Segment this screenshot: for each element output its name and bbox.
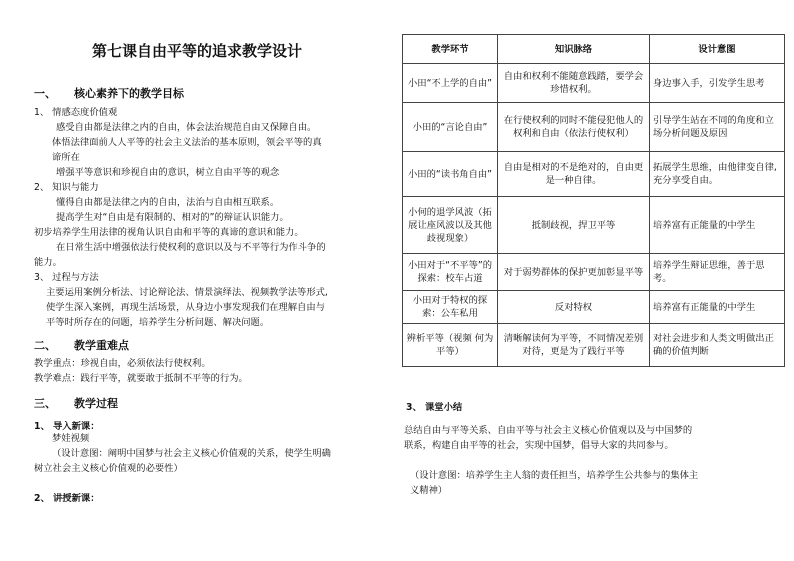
table-row xyxy=(403,291,785,324)
goal-text: 使学生深入案例，再现生活场景，从身边小事发现我们在理解自由与 xyxy=(46,302,325,313)
table-cell: 反对特权 xyxy=(498,291,650,324)
table-cell: 自由是相对的不是绝对的，自由更是一种自律。 xyxy=(498,152,650,197)
lesson-table xyxy=(402,34,785,367)
table-cell: 培养富有正能量的中学生 xyxy=(650,291,785,324)
goal-subheading-3: 3、 过程与方法 xyxy=(34,272,99,283)
goal-text: 懂得自由都是法律之内的自由，法治与自由相互联系。 xyxy=(56,197,280,208)
table-row xyxy=(403,324,785,367)
page-title: 第七课自由平等的追求教学设计 xyxy=(92,42,303,60)
table-cell: 引导学生站在不同的角度和立场分析问题及原因 xyxy=(650,103,785,152)
table-cell: 小田的“言论自由” xyxy=(403,103,498,152)
table-header: 设计意图 xyxy=(650,35,785,64)
table-cell: 小田的“读书角自由” xyxy=(403,152,498,197)
table-row xyxy=(403,197,785,254)
table-cell: 身边事入手，引发学生思考 xyxy=(650,64,785,103)
step-1-heading: 1、 导入新课： xyxy=(34,421,100,432)
goal-text: 谛所在 xyxy=(52,152,80,163)
table-row xyxy=(403,103,785,152)
table-cell: 小田对于特权的探索：公车私用 xyxy=(403,291,498,324)
table-cell: 小田“不上学的自由” xyxy=(403,64,498,103)
table-cell: 小何的退学风波（拓展让座风波以及其他歧视现象） xyxy=(403,197,498,254)
goal-text: 平等时所存在的问题，培养学生分析问题、解决问题。 xyxy=(46,317,270,328)
table-cell: 辨析平等（视频 何为平等） xyxy=(403,324,498,367)
section-2-heading: 教学重难点 xyxy=(74,339,129,352)
goal-text: 提高学生对“自由是有限制的、相对的”的辩证认识能力。 xyxy=(56,212,289,223)
section-3-num: 三、 xyxy=(34,397,56,410)
table-cell: 清晰解读何为平等，不同情况差别对待，更是为了践行平等 xyxy=(498,324,650,367)
table-cell: 培养学生辩证思维，善于思考。 xyxy=(650,254,785,291)
table-header-row xyxy=(403,35,785,64)
goal-text: 在日常生活中增强依法行使权利的意识以及与不平等行为作斗争的 xyxy=(56,242,326,253)
goal-text: 主要运用案例分析法、讨论辩论法、情景演绎法、视频教学法等形式, xyxy=(46,287,328,298)
table-cell: 对于弱势群体的保护更加彰显平等 xyxy=(498,254,650,291)
summary-text: 义精神） xyxy=(410,485,448,496)
table-header: 知识脉络 xyxy=(498,35,650,64)
goal-text: 初步培养学生用法律的视角认识自由和平等的真谛的意识和能力。 xyxy=(34,227,304,238)
table-cell: 抵制歧视，捍卫平等 xyxy=(498,197,650,254)
table-header: 教学环节 xyxy=(403,35,498,64)
section-1-num: 一、 xyxy=(34,87,56,100)
goal-subheading-2: 2、 知识与能力 xyxy=(34,182,99,193)
goal-text: 能力。 xyxy=(34,257,62,268)
table-cell: 小田对于“不平等”的探索：校车占道 xyxy=(403,254,498,291)
key-point: 教学重点：珍视自由，必须依法行使权利。 xyxy=(34,358,211,369)
section-1-heading: 核心素养下的教学目标 xyxy=(74,87,184,100)
table-cell: 自由和权利不能随意践踏，要学会珍惜权利。 xyxy=(498,64,650,103)
difficult-point: 教学难点：践行平等，就要敢于抵制不平等的行为。 xyxy=(34,373,248,384)
goal-text: 增强平等意识和珍视自由的意识，树立自由平等的观念 xyxy=(56,167,280,178)
summary-text: （设计意图：培养学生主人翁的责任担当，培养学生公共参与的集体主 xyxy=(410,470,699,481)
table-row xyxy=(403,152,785,197)
summary-text: 总结自由与平等关系、自由平等与社会主义核心价值观以及与中国梦的 xyxy=(404,425,693,436)
section-3-heading: 教学过程 xyxy=(74,397,118,410)
section-2-num: 二、 xyxy=(34,339,56,352)
table-cell: 在行使权利的同时不能侵犯他人的权利和自由（依法行使权利） xyxy=(498,103,650,152)
table-cell: 培养富有正能量的中学生 xyxy=(650,197,785,254)
summary-text: 联系，构建自由平等的社会，实现中国梦，倡导大家的共同参与。 xyxy=(404,440,674,451)
table-row xyxy=(403,254,785,291)
table-row xyxy=(403,64,785,103)
summary-heading: 3、 课堂小结 xyxy=(406,402,463,413)
goal-text: 体悟法律面前人人平等的社会主义法治的基本原则，领会平等的真 xyxy=(52,137,322,148)
goal-text: 感受自由都是法律之内的自由，体会法治规范自由又保障自由。 xyxy=(56,122,317,133)
table-cell: 对社会进步和人类文明做出正确的价值判断 xyxy=(650,324,785,367)
step-2-heading: 2、 讲授新课： xyxy=(34,493,100,504)
table-cell: 拓展学生思维，由他律变自律,充分享受自由。 xyxy=(650,152,785,197)
step-1-text: 梦娃视频 xyxy=(52,433,90,444)
step-1-text: （设计意图：阐明中国梦与社会主义核心价值观的关系，使学生明确 xyxy=(52,448,331,459)
step-1-text: 树立社会主义核心价值观的必要性） xyxy=(34,463,183,474)
goal-subheading-1: 1、 情感态度价值观 xyxy=(34,107,118,118)
